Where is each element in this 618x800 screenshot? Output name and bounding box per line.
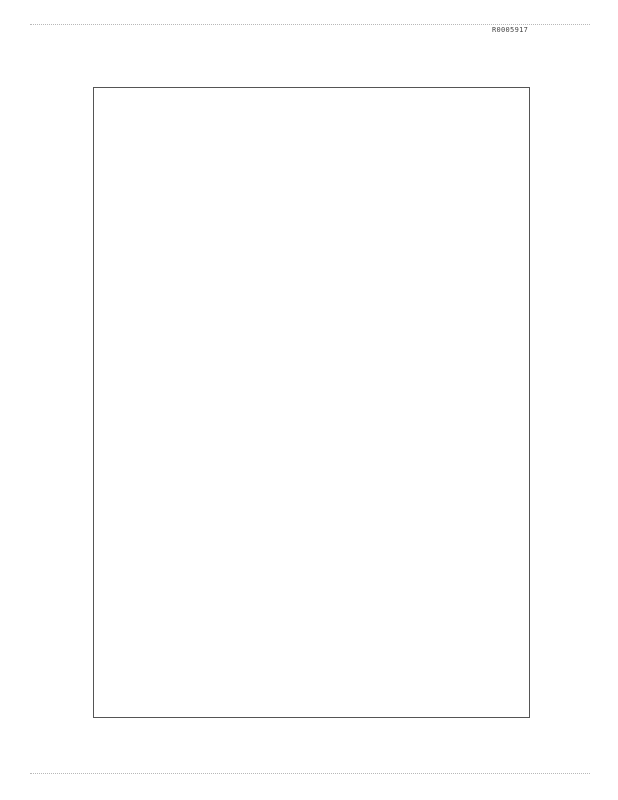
rotated-ledger-area: [94, 88, 529, 717]
scan-edge-top: [30, 24, 590, 25]
rotated-ledger: [94, 88, 529, 717]
scan-edge-bottom: [30, 773, 590, 774]
document-code: R0005917: [492, 26, 529, 34]
